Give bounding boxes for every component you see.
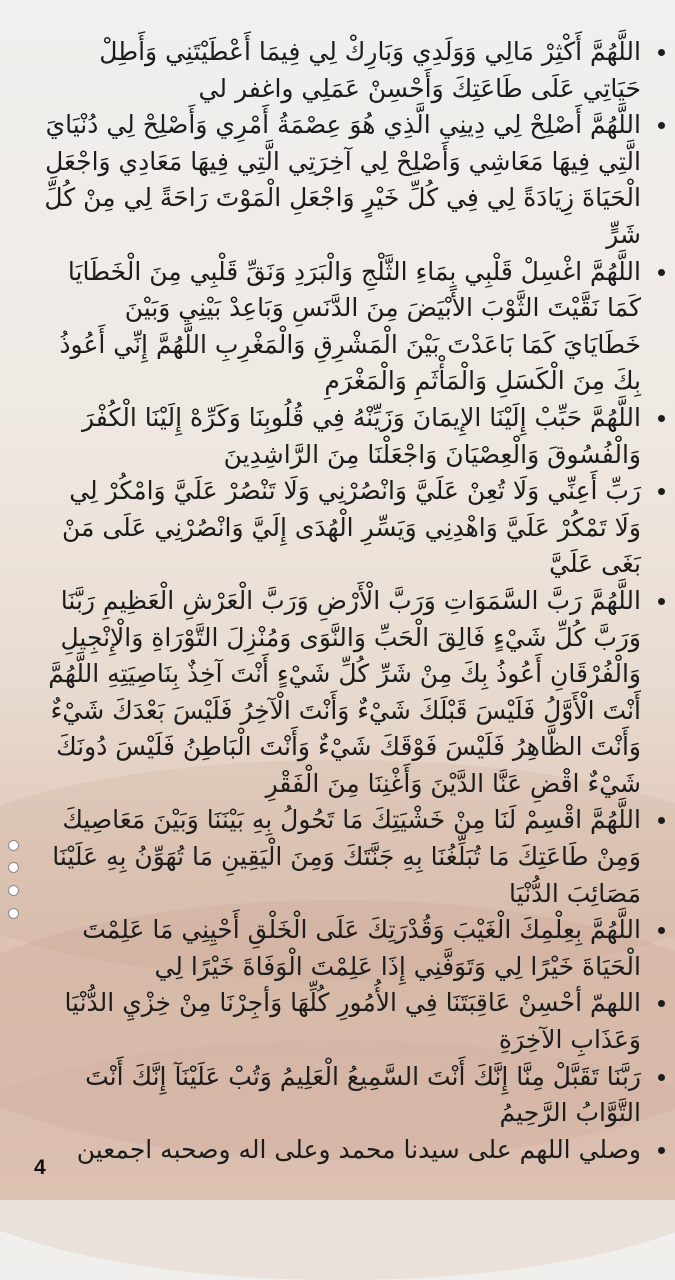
list-item: اللَّهُمَّ حَبِّبْ إِلَيْنَا الإِيمَانَ وَزَيِّنْهُ فِي قُلُوبِنَا وَكَرِّهْ إِلَيْنَا الْكُفْرَ وَالْفُسُوقَ وَالْعِصْيَانَ وَاجْعَلْنَا مِنَ الرَّاشِدِينَ — [44, 400, 641, 473]
list-item: اللَّهُمَّ بِعِلْمِكَ الْغَيْبَ وَقُدْرَتِكَ عَلَى الْخَلْقِ أَحْيِنِي مَا عَلِمْتَ الْحَيَاةَ خَيْرًا لِي وَتَوَفَّنِي إِذَا عَلِمْتَ الْوَفَاةَ خَيْرًا لِي — [44, 912, 641, 985]
list-item: اللهمّ أحْسِنْ عَاقِبَتَنَا فِي الأُمُورِ كُلِّهَا وَأجِرْنَا مِنْ خِزْيِ الدُّنْيَا وَعَذَابِ الآخِرَةِ — [44, 985, 641, 1058]
selection-handle[interactable] — [8, 885, 19, 896]
list-item: اللَّهُمَّ اقْسِمْ لَنَا مِنْ خَشْيَتِكَ مَا تَحُولُ بِهِ بَيْنَنَا وَبَيْنَ مَعَاصِيكَ وَمِنْ طَاعَتِكَ مَا تُبَلِّغُنَا بِهِ جَنَّتَكَ وَمِنَ الْيَقِينِ مَا تُهَوِّنُ بِهِ عَلَيْنَا مَصَائِبَ الدُّنْيَا — [44, 802, 641, 912]
page-number: 4 — [34, 1156, 46, 1179]
list-item: وصلي اللهم على سيدنا محمد وعلى اله وصحبه اجمعين — [44, 1132, 641, 1169]
dua-list — [44, 34, 641, 1168]
selection-handle[interactable] — [8, 840, 19, 851]
list-item: رَبِّ أَعِنِّي وَلَا تُعِنْ عَلَيَّ وَانْصُرْنِي وَلَا تَنْصُرْ عَلَيَّ وَامْكُرْ لِي وَلَا تَمْكُرْ عَلَيَّ وَاهْدِنِي وَيَسِّرِ الْهُدَى إِلَيَّ وَانْصُرْنِي عَلَى مَنْ بَغَى عَلَيَّ — [44, 473, 641, 583]
list-item: اللَّهُمَّ رَبَّ السَّمَوَاتِ وَرَبَّ الْأَرْضِ وَرَبَّ الْعَرْشِ الْعَظِيمِ رَبَّنَا وَرَبَّ كُلِّ شَيْءٍ فَالِقَ الْحَبِّ وَالنَّوَى وَمُنْزِلَ التَّوْرَاةِ وَالْإِنْجِيلِ وَالْفُرْقَانِ أَعُوذُ بِكَ مِنْ شَرِّ كُلِّ شَيْءٍ أَنْتَ آخِذٌ بِنَاصِيَتِهِ اللَّهُمَّ أَنْتَ الْأَوَّلُ فَلَيْسَ قَبْلَكَ شَيْءٌ وَأَنْتَ الْآخِرُ فَلَيْسَ بَعْدَكَ شَيْءٌ وَأَنْتَ الظَّاهِرُ فَلَيْسَ فَوْقَكَ شَيْءٌ وَأَنْتَ الْبَاطِنُ فَلَيْسَ دُونَكَ شَيْءٌ اقْضِ عَنَّا الدَّيْنَ وَأَغْنِنَا مِنَ الْفَقْرِ — [44, 583, 641, 803]
list-item: اللَّهُمَّ اغْسِلْ قَلْبِي بِمَاءِ الثَّلْجِ وَالْبَرَدِ وَنَقِّ قَلْبِي مِنَ الْخَطَايَا كَمَا نَقَّيْتَ الثَّوْبَ الأَبْيَضَ مِنَ الدَّنَسِ وَبَاعِدْ بَيْنِي وَبَيْنَ خَطَايَايَ كَمَا بَاعَدْتَ بَيْنَ الْمَشْرِقِ وَالْمَغْرِبِ اللَّهُمَّ إِنِّي أَعُوذُ بِكَ مِنَ الْكَسَلِ وَالْمَأْثَمِ وَالْمَغْرَمِ — [44, 254, 641, 400]
list-item: اللَّهُمَّ أَكْثِرْ مَالِي وَوَلَدِي وَبَارِكْ لِي فِيمَا أَعْطَيْتَنِي وَأَطِلْ حَيَاتِي عَلَى طَاعَتِكَ وَأَحْسِنْ عَمَلِي واغفر لي — [44, 34, 641, 107]
list-item: رَبَّنَا تَقَبَّلْ مِنَّا إِنَّكَ أَنْتَ السَّمِيعُ الْعَلِيمُ وَتُبْ عَلَيْنَآ إِنَّكَ أَنْتَ التَّوَّابُ الرَّحِيمُ — [44, 1059, 641, 1132]
selection-handle[interactable] — [8, 908, 19, 919]
list-item: اللَّهُمَّ أَصْلِحْ لِي دِينِي الَّذِي هُوَ عِصْمَةُ أَمْرِي وَأَصْلِحْ لِي دُنْيَايَ الَّتِي فِيهَا مَعَاشِي وَأَصْلِحْ لِي آخِرَتِي الَّتِي فِيهَا مَعَادِي وَاجْعَلِ الْحَيَاةَ زِيَادَةً لِي فِي كُلِّ خَيْرٍ وَاجْعَلِ الْمَوْتَ رَاحَةً لِي مِنْ كُلِّ شَرٍّ — [44, 107, 641, 253]
selection-handle[interactable] — [8, 862, 19, 873]
